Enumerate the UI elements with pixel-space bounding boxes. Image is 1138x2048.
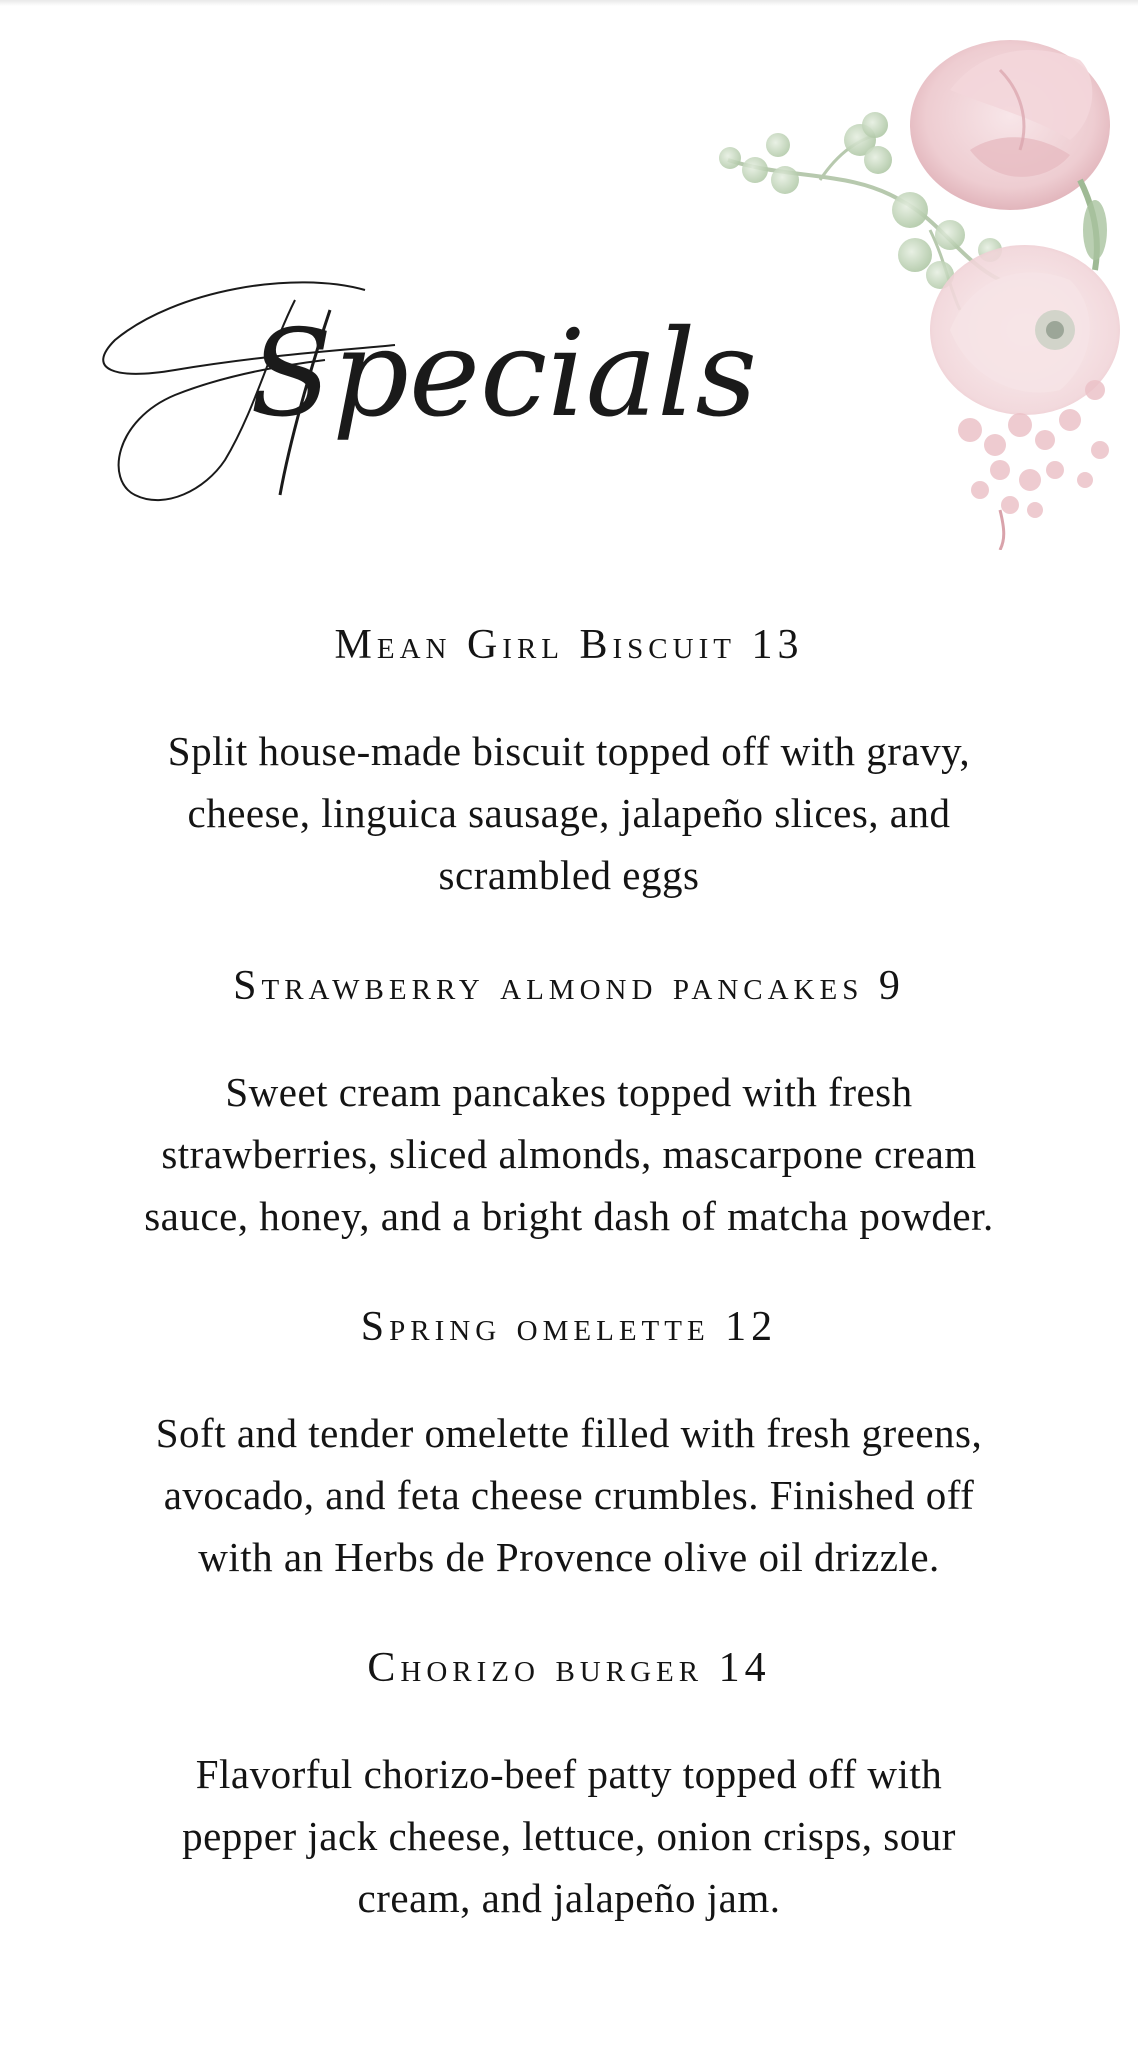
item-description: Split house-made biscuit topped off with gravy, cheese, linguica sausage, jalapeño slices, and scrambled eggs xyxy=(167,728,971,898)
item-name: Spring omelette 12 xyxy=(360,1304,778,1350)
item-description: Soft and tender omelette filled with fresh greens, avocado, and feta cheese crumbles. Finished off with an Herbs de Provence olive oil drizzle. xyxy=(155,1410,983,1580)
menu-title xyxy=(95,270,835,530)
menu-item xyxy=(0,615,1138,906)
menu-title-text: Specials xyxy=(250,305,758,444)
item-description: Sweet cream pancakes topped with fresh strawberries, sliced almonds, mascarpone cream sauce, honey, and a bright dash of matcha powder. xyxy=(144,1069,994,1239)
item-description: Flavorful chorizo-beef patty topped off with pepper jack cheese, lettuce, onion crisps, sour cream, and jalapeño jam. xyxy=(182,1751,956,1921)
item-name: Mean Girl Biscuit 13 xyxy=(334,622,804,668)
menu-item xyxy=(0,956,1138,1247)
item-name: Chorizo burger 14 xyxy=(367,1645,771,1691)
menu-item xyxy=(0,1297,1138,1588)
menu-item xyxy=(0,1638,1138,1929)
menu-list xyxy=(0,615,1138,1929)
item-name: Strawberry almond pancakes 9 xyxy=(233,963,905,1009)
top-edge-shadow xyxy=(0,0,1138,6)
